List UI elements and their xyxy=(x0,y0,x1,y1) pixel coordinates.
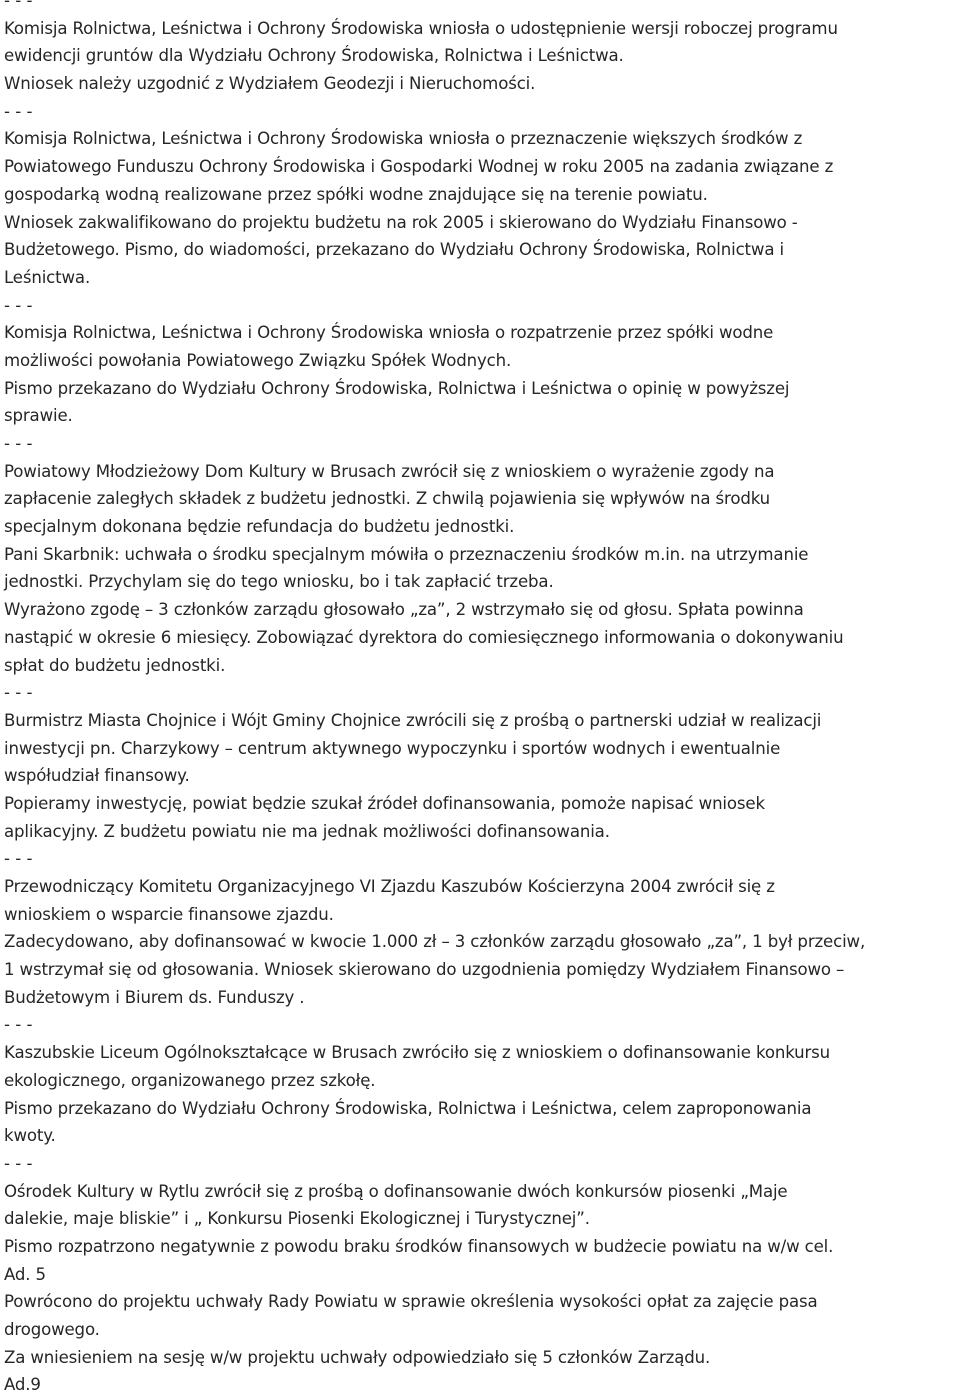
text-line: Ośrodek Kultury w Rytlu zwrócił się z prośbą o dofinansowanie dwóch konkursów piosenki „Maje xyxy=(4,1181,788,1201)
separator: - - - xyxy=(4,434,33,453)
separator: - - - xyxy=(4,1153,33,1173)
text-line: spłat do budżetu jednostki. xyxy=(4,655,226,675)
text-line: Przewodniczący Komitetu Organizacyjnego VI Zjazdu Kaszubów Kościerzyna 2004 zwrócił się z xyxy=(4,877,775,896)
text-line: jednostki. Przychylam się do tego wniosku, bo i tak zapłacić trzeba. xyxy=(4,572,554,592)
text-line: Wyrażono zgodę – 3 członków zarządu głosowało „za”, 2 wstrzymało się od głosu. Spłata powinna xyxy=(4,600,804,620)
text-line: ewidencji gruntów dla Wydziału Ochrony Środowiska, Rolnictwa i Leśnictwa. xyxy=(4,46,624,66)
text-line: Zadecydowano, aby dofinansować w kwocie 1.000 zł – 3 członków zarządu głosowało „za”, 1 był przeciw, xyxy=(4,932,866,952)
text-line: sprawie. xyxy=(4,406,73,426)
text-line: Powiatowego Funduszu Ochrony Środowiska i Gospodarki Wodnej w roku 2005 na zadania związane z xyxy=(4,157,834,177)
text-line: Powrócono do projektu uchwały Rady Powiatu w sprawie określenia wysokości opłat za zajęcie pasa xyxy=(4,1292,818,1312)
separator: - - - xyxy=(4,1015,33,1035)
text-line: kwoty. xyxy=(4,1126,56,1146)
separator: - - - xyxy=(4,683,33,703)
text-line: Budżetowym i Biurem ds. Funduszy . xyxy=(4,987,305,1007)
text-line: Leśnictwa. xyxy=(4,267,91,287)
separator: - - - xyxy=(4,849,33,869)
text-line: Powiatowy Młodzieżowy Dom Kultury w Brusach zwrócił się z wnioskiem o wyrażenie zgody na xyxy=(4,461,775,481)
separator: - - - xyxy=(4,0,33,10)
text-line: możliwości powołania Powiatowego Związku Spółek Wodnych. xyxy=(4,350,512,370)
section-heading: Ad. 5 xyxy=(4,1264,46,1284)
text-line: zapłacenie zaległych składek z budżetu jednostki. Z chwilą pojawienia się wpływów na środku xyxy=(4,489,771,509)
text-line: Kaszubskie Liceum Ogólnokształcące w Brusach zwróciło się z wnioskiem o dofinansowanie konkursu xyxy=(4,1043,831,1063)
text-line: współudział finansowy. xyxy=(4,766,190,786)
text-line: specjalnym dokonana będzie refundacja do budżetu jednostki. xyxy=(4,517,515,537)
text-line: Pismo przekazano do Wydziału Ochrony Środowiska, Rolnictwa i Leśnictwa o opinię w powyższej xyxy=(4,378,790,398)
section-heading: Ad.9 xyxy=(4,1375,41,1395)
text-line: Pismo rozpatrzono negatywnie z powodu braku środków finansowych w budżecie powiatu na w/w cel. xyxy=(4,1236,834,1256)
text-line: Burmistrz Miasta Chojnice i Wójt Gminy Chojnice zwrócili się z prośbą o partnerski udział w realizacji xyxy=(4,710,822,730)
text-line: Komisja Rolnictwa, Leśnictwa i Ochrony Środowiska wniosła o udostępnienie wersji roboczej programu xyxy=(4,18,838,38)
text-line: Za wniesieniem na sesję w/w projektu uchwały odpowiedziało się 5 członków Zarządu. xyxy=(4,1347,711,1367)
text-line: Popieramy inwestycję, powiat będzie szukał źródeł dofinansowania, pomoże napisać wniosek xyxy=(4,793,765,813)
text-line: Pismo przekazano do Wydziału Ochrony Środowiska, Rolnictwa i Leśnictwa, celem zaproponowania xyxy=(4,1098,812,1118)
text-line: dalekie, maje bliskie” i „ Konkursu Piosenki Ekologicznej i Turystycznej”. xyxy=(4,1209,590,1229)
separator: - - - xyxy=(4,101,33,121)
text-line: nastąpić w okresie 6 miesięcy. Zobowiązać dyrektora do comiesięcznego informowania o dokonywaniu xyxy=(4,627,844,647)
text-line: Pani Skarbnik: uchwała o środku specjalnym mówiła o przeznaczeniu środków m.in. na utrzymanie xyxy=(4,544,809,564)
text-line: drogowego. xyxy=(4,1320,100,1339)
text-line: gospodarką wodną realizowane przez spółki wodne znajdujące się na terenie powiatu. xyxy=(4,184,708,204)
text-line: Wniosek należy uzgodnić z Wydziałem Geodezji i Nieruchomości. xyxy=(4,74,536,94)
document-body xyxy=(4,0,960,1399)
text-line: wnioskiem o wsparcie finansowe zjazdu. xyxy=(4,904,334,924)
text-line: inwestycji pn. Charzykowy – centrum aktywnego wypoczynku i sportów wodnych i ewentualnie xyxy=(4,738,781,758)
text-line: Wniosek zakwalifikowano do projektu budżetu na rok 2005 i skierowano do Wydziału Finansowo - xyxy=(4,212,798,232)
text-line: Komisja Rolnictwa, Leśnictwa i Ochrony Środowiska wniosła o rozpatrzenie przez spółki wodne xyxy=(4,323,774,343)
text-line: Komisja Rolnictwa, Leśnictwa i Ochrony Środowiska wniosła o przeznaczenie większych środków z xyxy=(4,129,803,149)
text-line: 1 wstrzymał się od głosowania. Wniosek skierowano do uzgodnienia pomiędzy Wydziałem Finansowo – xyxy=(4,960,845,980)
text-line: ekologicznego, organizowanego przez szkołę. xyxy=(4,1070,376,1090)
text-line: aplikacyjny. Z budżetu powiatu nie ma jednak możliwości dofinansowania. xyxy=(4,821,610,841)
text-line: Budżetowego. Pismo, do wiadomości, przekazano do Wydziału Ochrony Środowiska, Rolnictwa i xyxy=(4,240,784,260)
separator: - - - xyxy=(4,295,33,315)
